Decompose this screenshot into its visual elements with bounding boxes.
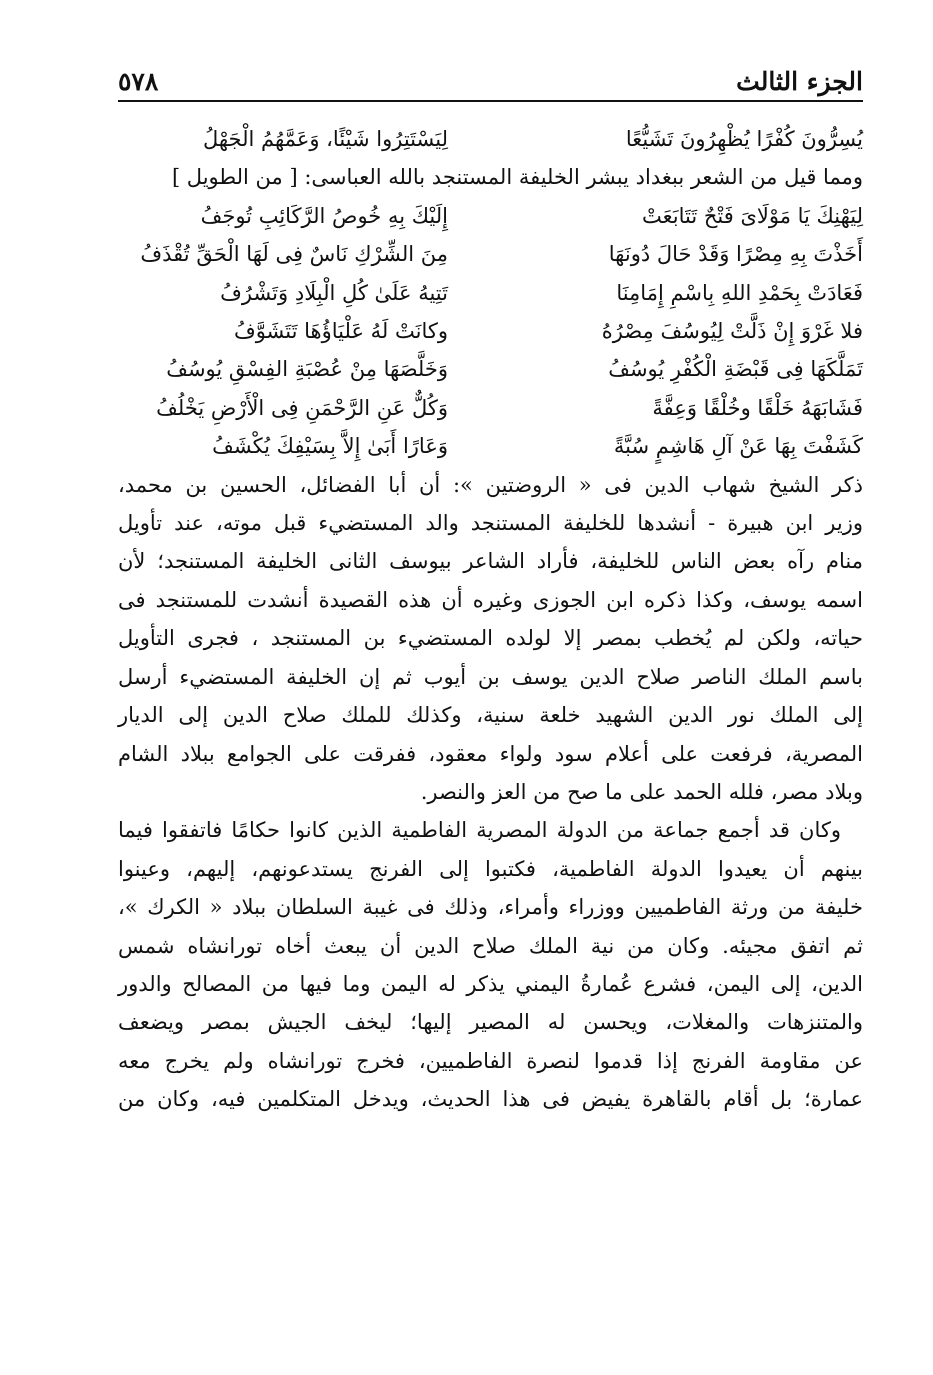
verse-first-hemistich: فَشَابَهَهُ خَلْقًا وخُلْقًا وَعِفَّةً — [652, 395, 863, 420]
running-title: الجزء الثالث — [736, 67, 863, 96]
verse-second-hemistich: وَخَلَّصَهَا مِنْ عُصْبَةِ الفِسْقِ يُوسُفُ — [166, 357, 448, 382]
text-line: بينهم أن يعيدوا الدولة الفاطمية، فكتبوا إلى الفرنج يستدعونهم، إليهم، وعينوا — [118, 856, 863, 881]
text-line: والمتنزهات والمغلات، ويحسن له المصير إليها؛ ليخف الجيش بمصر ويضعف — [118, 1010, 863, 1035]
page-body — [118, 120, 863, 1119]
page-number: ٥٧٨ — [118, 67, 159, 96]
verse-first-hemistich: لِيَهْنِكَ يَا مَوْلَاىَ فَتْحٌ تَتَابَعَتْ — [641, 203, 863, 228]
text-line: عن مقاومة الفرنج إذا قدموا لنصرة الفاطميين، فخرج تورانشاه ولم يخرج معه — [118, 1048, 863, 1073]
verse-second-hemistich: إِلَيْكَ بِهِ خُوصُ الرَّكَائِبِ تُوجَفُ — [200, 203, 448, 228]
verse-second-hemistich: لِيَسْتَتِرُوا شَيْئًا، وَعَمَّهُمُ الْجَهْلُ — [202, 127, 448, 151]
text-line: وزير ابن هبيرة - أنشدها للخليفة المستنجد والد المستضيء قبل موته، عند تأويل — [118, 511, 863, 536]
text-line: عمارة؛ بل أقام بالقاهرة يفيض فى هذا الحديث، ويدخل المتكلمين فيه، وكان من — [118, 1087, 863, 1112]
text-line: حياته، ولكن لم يُخطب بمصر إلا لولده المستضيء بن المستنجد ، فجرى التأويل — [118, 626, 863, 651]
text-line: منام رآه بعض الناس للخليفة، فأراد الشاعر بيوسف الثانى الخليفة المستنجد؛ لأن — [118, 549, 863, 574]
text-line: المصرية، فرفعت على أعلام سود ولواء معقود، ففرقت على الجوامع ببلاد الشام — [118, 741, 863, 766]
text-line: وبلاد مصر، فلله الحمد على ما صح من العز والنصر. — [420, 779, 863, 804]
verse-first-hemistich: فَعَادَتْ بِحَمْدِ اللهِ بِاسْمِ إِمَامِنَا — [616, 280, 863, 305]
poem-verse — [118, 350, 863, 388]
verse-second-hemistich: تَتِيهُ عَلَىٰ كُلِ الْبِلَادِ وَتَشْرُفُ — [220, 280, 448, 305]
paragraph-2 — [118, 811, 863, 1118]
verse-second-hemistich: وَكُلٌّ عَنِ الرَّحْمَنِ فِى الْأَرْضِ يَخْلُفُ — [156, 395, 448, 420]
text-line: باسم الملك الناصر صلاح الدين يوسف بن أيوب ثم إن الخليفة المستضيء أرسل — [118, 664, 863, 689]
text-line: خليفة من ورثة الفاطميين ووزراء وأمراء، وذلك فى غيبة السلطان ببلاد « الكرك »، — [118, 895, 863, 920]
text-line: اسمه يوسف، وكذا ذكره ابن الجوزى وغيره أن هذه القصيدة أنشدت للمستنجد فى — [118, 587, 863, 612]
verse-second-hemistich: وَعَارًا أَبَىٰ إِلاَّ بِسَيْفِكَ يُكْشَفُ — [212, 434, 448, 459]
page-header — [118, 60, 863, 102]
verse-first-hemistich: كَشَفْتَ بِهَا عَنْ آلِ هَاشِمٍ سُبَّةً — [613, 434, 863, 459]
text-line: ذكر الشيخ شهاب الدين فى « الروضتين »: أن أبا الفضائل، الحسين بن محمد، — [118, 472, 863, 497]
poem-intro: ومما قيل من الشعر ببغداد يبشر الخليفة المستنجد بالله العباسى: [ من الطويل ] — [171, 165, 863, 190]
verse-first-hemistich: أَخَذْتَ بِهِ مِصْرًا وَقَدْ حَالَ دُونَهَا — [608, 242, 863, 267]
verse-first-hemistich: يُسِرُّونَ كُفْرًا يُظْهِرُونَ تَشَيُّعًا — [625, 127, 863, 151]
text-line: الدين، إلى اليمن، فشرع عُمارةُ اليمني يذكر له اليمن وما فيها من المصالح والدور — [118, 971, 863, 996]
poem-verse — [118, 427, 863, 465]
verse-first-hemistich: فلا غَرْوَ إِنْ ذَلَّتْ لِيُوسُفَ مِصْرُهُ — [601, 319, 863, 344]
verse-second-hemistich: مِنَ الشِّرْكِ نَاسٌ فِى لَهَا الْحَقِّ تُقْذَفُ — [140, 242, 448, 267]
poem — [118, 197, 863, 466]
text-line: إلى الملك نور الدين الشهيد خلعة سنية، وكذلك للملك صلاح الدين إلى الديار — [118, 703, 863, 728]
verse-first-hemistich: تَمَلَّكَهَا فِى قَبْضَةِ الْكُفْرِ يُوسُفُ — [608, 357, 863, 382]
poem-verse — [118, 312, 863, 350]
poem-verse — [118, 389, 863, 427]
opening-verse — [118, 120, 863, 158]
poem-verse — [118, 235, 863, 273]
verse-second-hemistich: وكانَتْ لَهُ عَلْيَاؤُهَا تَتَشَوَّفُ — [233, 319, 448, 344]
paragraph-1 — [118, 466, 863, 812]
poem-verse — [118, 274, 863, 312]
poem-verse — [118, 197, 863, 235]
text-line: ثم اتفق مجيئه. وكان من نية الملك صلاح الدين أن يبعث أخاه تورانشاه شمس — [118, 933, 863, 958]
text-line: وكان قد أجمع جماعة من الدولة المصرية الفاطمية الذين كانوا حكامًا فاتفقوا فيما — [118, 818, 841, 843]
